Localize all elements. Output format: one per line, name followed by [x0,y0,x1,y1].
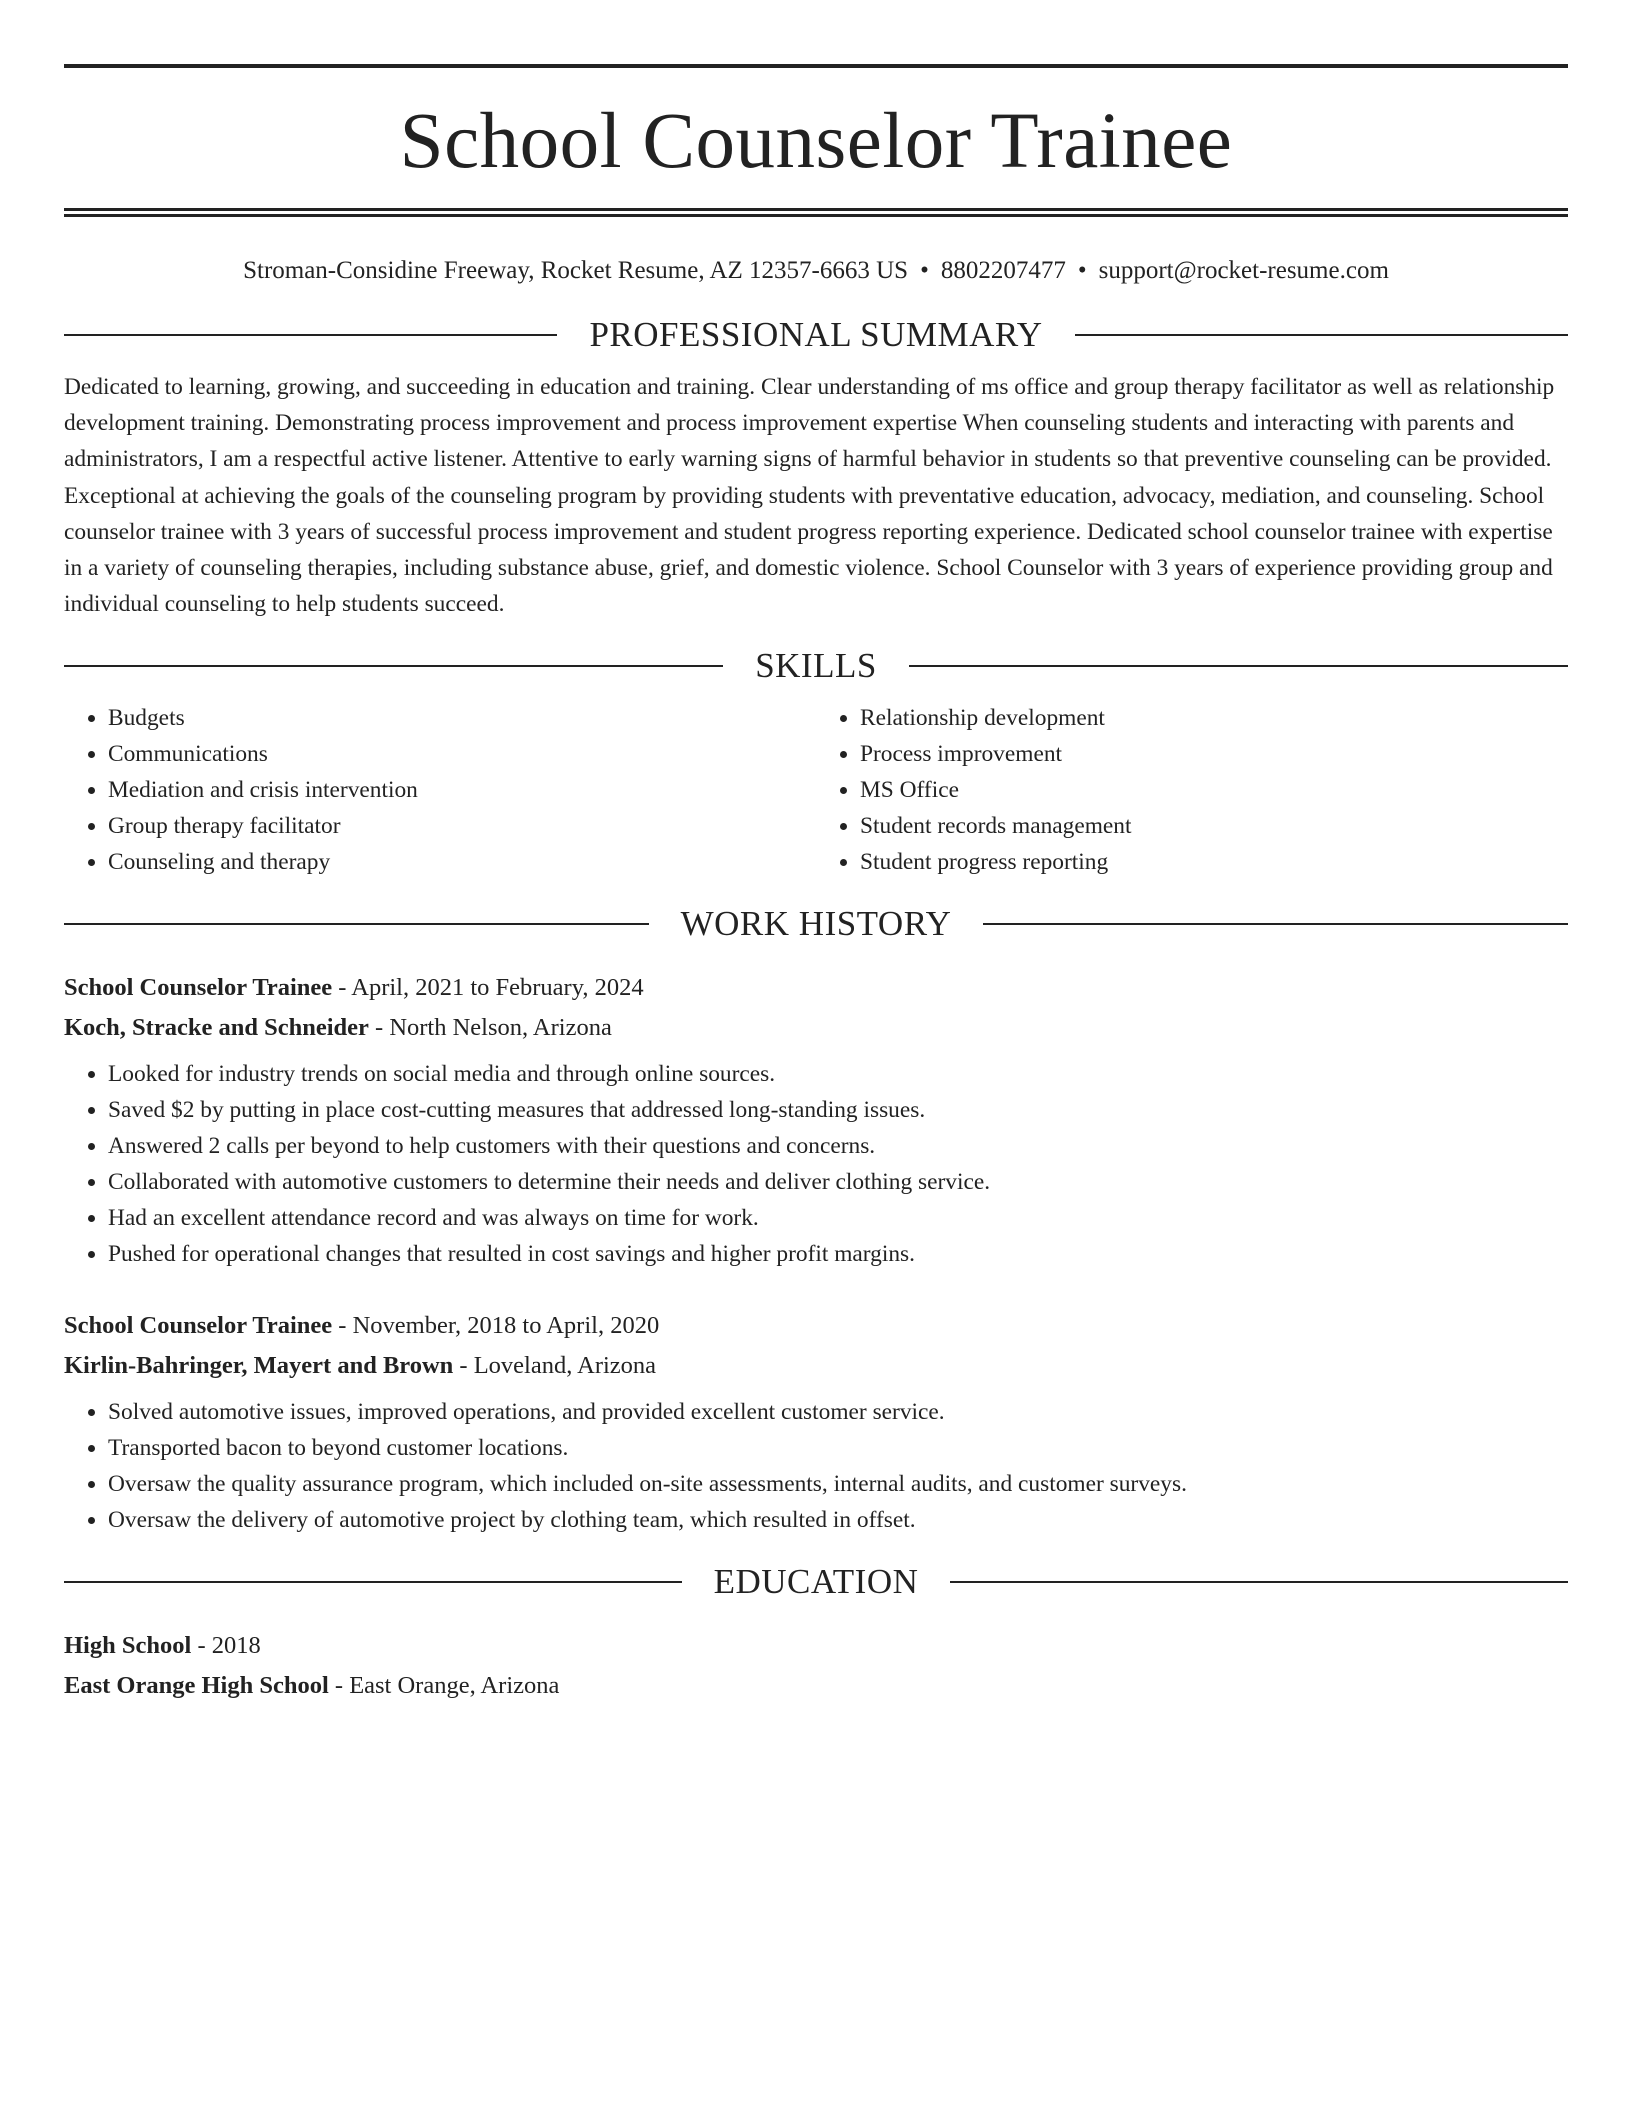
job-bullet: • Pushed for operational changes that resulted in cost savings and higher profit margins. [108,1236,1568,1272]
education-school: East Orange High School [64,1672,329,1700]
skill-item: • Budgets [108,700,816,736]
section-heading-work [64,902,1568,946]
heading-rule-left [64,665,723,667]
job-dates: April, 2021 to February, 2024 [351,974,644,1002]
skill-item: • Group therapy facilitator [108,808,816,844]
heading-rule-right [983,923,1568,925]
section-heading-education [64,1560,1568,1604]
job-bullet: • Answered 2 calls per beyond to help customers with their questions and concerns. [108,1128,1568,1164]
dash: - [338,1312,347,1340]
dash: - [197,1632,206,1660]
section-heading-summary [64,313,1568,357]
resume-page [64,64,1568,1706]
double-rule [64,208,1568,217]
education-entry [64,1626,1568,1706]
job-entry [64,1306,1568,1538]
section-title: SKILLS [755,646,877,686]
contact-line [64,251,1568,291]
heading-rule-left [64,1581,682,1583]
job-bullet: • Had an excellent attendance record and was always on time for work. [108,1200,1568,1236]
skill-item: • Counseling and therapy [108,844,816,880]
job-bullets [64,1056,1568,1272]
summary-text: Dedicated to learning, growing, and succeeding in education and training. Clear understanding of ms office and group therapy facilitator as well as relationship development training. Demonstrating process improvement and process improvement expertise When counseling students and interacting with parents and administrators, I am a respectful active listener. Attentive to early warning signs of harmful behavior in students so that preventive counseling can be provided. Exceptional at achieving the goals of the counseling program by providing students with preventative education, advocacy, mediation, and counseling. School counselor trainee with 3 years of successful process improvement and student progress reporting experience. Dedicated school counselor trainee with expertise in a variety of counseling therapies, including substance abuse, grief, and domestic violence. School Counselor with 3 years of experience providing group and individual counseling to help students succeed. [64,374,1555,618]
skill-item: • Mediation and crisis intervention [108,772,816,808]
skills-list-left [64,700,816,880]
contact-address: Stroman-Considine Freeway, Rocket Resume, AZ 12357-6663 US [243,257,909,284]
skill-item: • Student progress reporting [860,844,1568,880]
resume-title: School Counselor Trainee [399,98,1233,185]
heading-rule-right [950,1581,1568,1583]
job-location: North Nelson, Arizona [389,1014,612,1042]
job-company: Koch, Stracke and Schneider [64,1014,369,1042]
job-company: Kirlin-Bahringer, Mayert and Brown [64,1352,454,1380]
job-title: School Counselor Trainee [64,974,333,1002]
job-bullet: • Looked for industry trends on social media and through online sources. [108,1056,1568,1092]
education-year: 2018 [211,1632,261,1660]
section-title: PROFESSIONAL SUMMARY [589,315,1043,354]
contact-separator: • [920,257,929,284]
job-location: Loveland, Arizona [473,1352,657,1380]
skills-columns [64,700,1568,880]
job-bullet: • Oversaw the delivery of automotive project by clothing team, which resulted in offset. [108,1502,1568,1538]
skill-item: • Relationship development [860,700,1568,736]
dash: - [334,1672,344,1700]
job-bullet: • Oversaw the quality assurance program, which included on-site assessments, internal audits, and customer surveys. [108,1466,1568,1502]
education-degree: High School [64,1632,192,1660]
education-location: East Orange, Arizona [349,1672,560,1700]
dash: - [338,974,347,1002]
job-bullets [64,1394,1568,1538]
heading-rule-right [1075,334,1568,336]
dash: - [459,1352,468,1380]
contact-email: support@rocket-resume.com [1098,257,1389,284]
section-heading-skills [64,644,1568,688]
skill-item: • Process improvement [860,736,1568,772]
job-company-line [64,1346,1568,1386]
skills-list-right [816,700,1568,880]
contact-phone: 8802207477 [940,257,1066,284]
heading-rule-left [64,334,557,336]
job-bullet: • Saved $2 by putting in place cost-cutting measures that addressed long-standing issues. [108,1092,1568,1128]
job-company-line [64,1008,1568,1048]
dash: - [375,1014,384,1042]
section-title: EDUCATION [713,1562,919,1602]
job-bullet: • Transported bacon to beyond customer locations. [108,1430,1568,1466]
job-title-line [64,1306,1568,1346]
heading-rule-left [64,923,649,925]
skill-item: • MS Office [860,772,1568,808]
job-dates: November, 2018 to April, 2020 [352,1312,660,1340]
job-title-line [64,968,1568,1008]
top-rule [64,64,1568,68]
education-school-line [64,1666,1568,1706]
contact-separator: • [1077,257,1087,284]
skill-item: • Student records management [860,808,1568,844]
education-degree-line [64,1626,1568,1666]
section-title: WORK HISTORY [680,904,952,944]
job-title: School Counselor Trainee [64,1312,333,1340]
job-entry [64,968,1568,1272]
job-bullet: • Solved automotive issues, improved operations, and provided excellent customer service. [108,1394,1568,1430]
job-bullet: • Collaborated with automotive customers to determine their needs and deliver clothing service. [108,1164,1568,1200]
skill-item: • Communications [108,736,816,772]
heading-rule-right [909,665,1568,667]
